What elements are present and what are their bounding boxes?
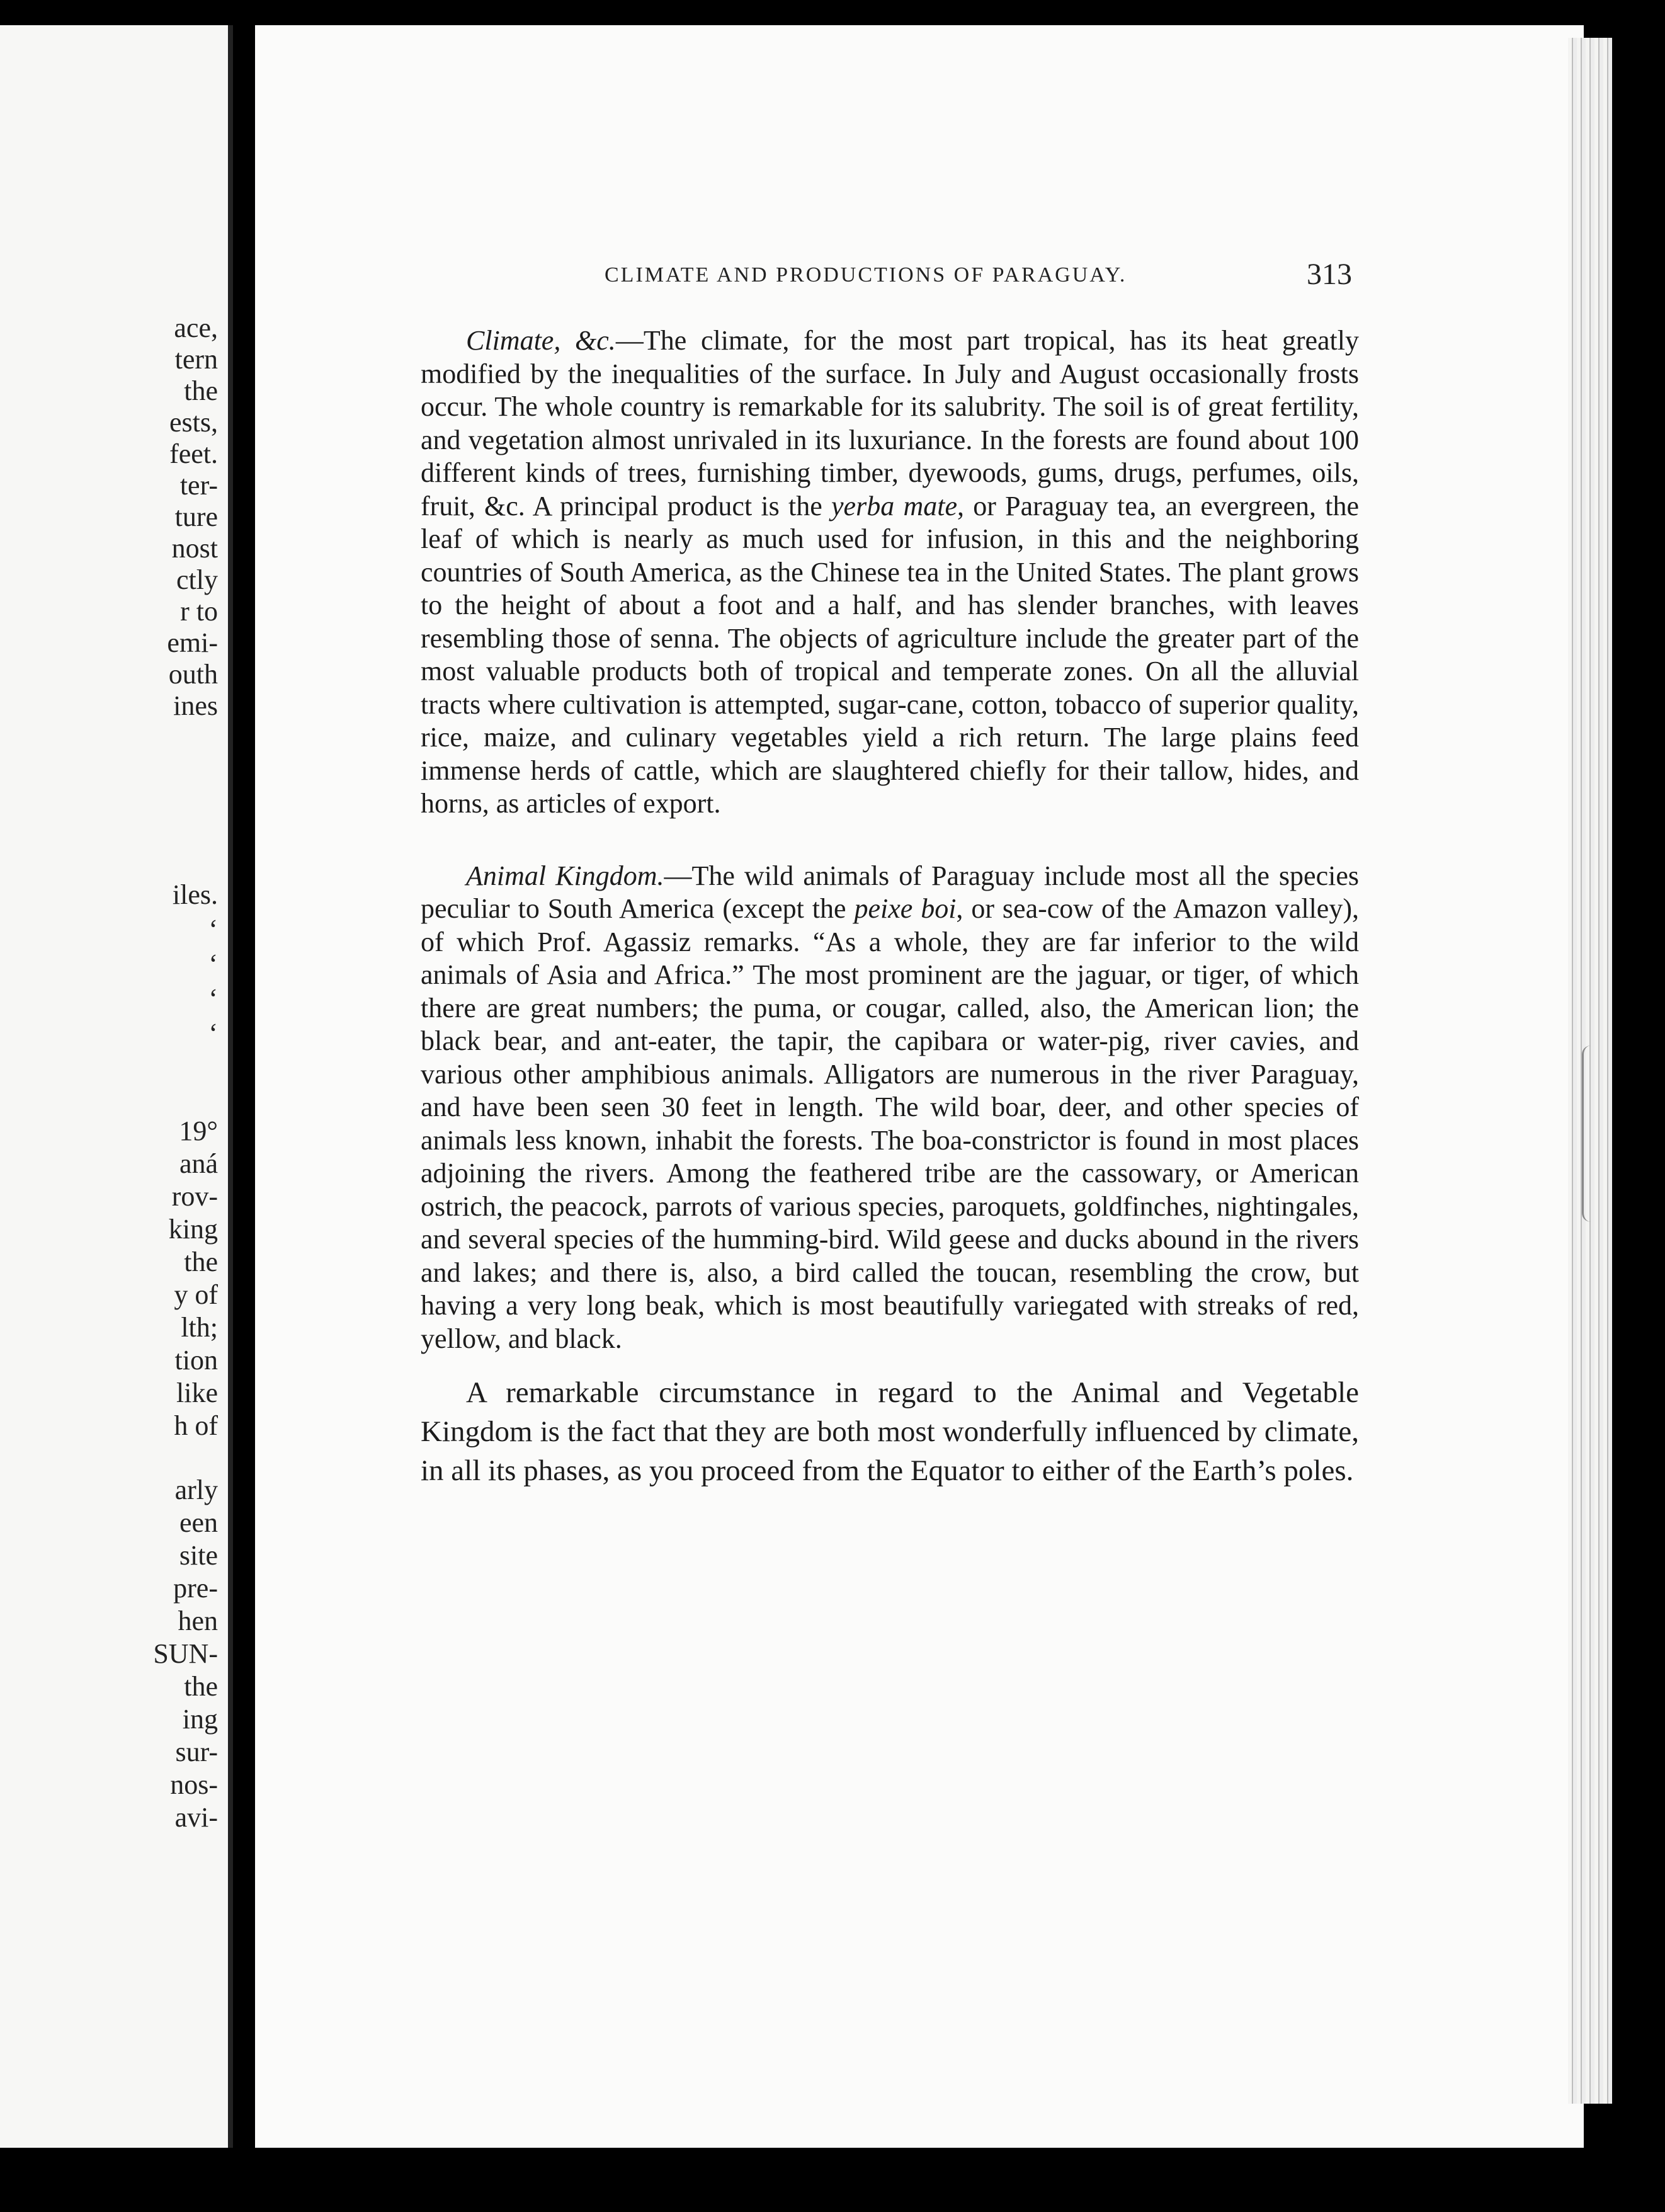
left-page-line-fragment: the (184, 1671, 218, 1702)
term-peixe-boi: peixe boi (854, 893, 957, 924)
gutter-shadow (228, 25, 233, 2148)
left-page-line-fragment: ace, (174, 312, 218, 343)
left-page-line-fragment: h of (174, 1410, 218, 1441)
left-page-line-fragment: avi- (174, 1802, 218, 1833)
left-page-line-fragment: SUN- (153, 1638, 218, 1669)
left-page-line-fragment: site (179, 1540, 218, 1571)
left-page-line-fragment: aná (179, 1148, 218, 1179)
left-page-line-fragment: tion (174, 1345, 218, 1376)
left-page-line-fragment: een (179, 1507, 218, 1538)
running-head: CLIMATE AND PRODUCTIONS OF PARAGUAY. (605, 263, 1127, 287)
section-heading-climate: Climate, &c. (466, 325, 616, 356)
left-page-line-fragment: nost (171, 533, 218, 564)
animal-text-cont: , or sea-cow of the Amazon valley), of which Prof. Agassiz remarks. “As a whole, they are far inferior to the wild animals of Asia and Africa.” The most prominent are the jaguar, or tiger, of which there are great numbers; the puma, or cougar, called, also, the American lion; the black bear, and ant-eater, the tapir, the capibara or water-pig, river cavies, and various other amphibious animals. Alligators are numerous in the river Paraguay, and have been seen 30 feet in length. The wild boar, deer, and other species of animals less known, inhabit the forests. The boa-constrictor is found in most places adjoining the rivers. Among the feathered tribe are the cassowary, or American ostrich, the peacock, parrots of various species, paroquets, goldfinches, nightingales, and several species of the humming-bird. Wild geese and ducks abound in the rivers and lakes; and there is, also, a bird called the toucan, resembling the crow, but having a very long beak, which is most beautifully variegated with streaks of red, yellow, and black. (421, 893, 1359, 1354)
animal-text: —The wild animals of Paraguay include most all the species peculiar to South America (except the (421, 860, 1359, 924)
section-heading-animal-kingdom: Animal Kingdom. (466, 860, 664, 891)
left-page-line-fragment: the (184, 375, 218, 406)
left-page-line-fragment: rov- (171, 1181, 218, 1212)
closing-paragraph: A remarkable circumstance in regard to the Animal and Vegetable Kingdom is the fact that they are both most wonderfully influenced by climate, in all its phases, as you proceed from the Equator to either of the Earth’s poles. (421, 1376, 1359, 1487)
left-page-line-fragment: emi- (167, 627, 218, 658)
previous-page-fragment (0, 25, 233, 2148)
left-page-line-fragment: ‘ (208, 914, 218, 945)
left-page-line-fragment: ctly (176, 564, 218, 595)
left-page-line-fragment: nos- (170, 1769, 218, 1800)
left-page-line-fragment: ture (174, 501, 218, 532)
climate-text: —The climate, for the most part tropical, has its heat greatly modified by the inequalities of the surface. In July and August occasionally frosts occur. The whole country is remarkable for its salubrity. The soil is of great fertility, and vegetation almost unrivaled in its luxuriance. In the forests are found about 100 different kinds of trees, furnishing timber, dyewoods, gums, drugs, perfumes, oils, fruit, &c. A principal product is the (421, 325, 1359, 522)
left-page-line-fragment: like (176, 1377, 218, 1408)
left-page-line-fragment: ‘ (208, 949, 218, 979)
left-page-line-fragment: the (184, 1246, 218, 1277)
left-page-line-fragment: 19° (179, 1115, 218, 1146)
page-body (421, 324, 1359, 1490)
left-page-line-fragment: y of (174, 1279, 218, 1310)
climate-text-cont: , or Paraguay tea, an evergreen, the leaf of which is nearly as much used for infusion, in this and the neighboring countries of South America, as the Chinese tea in the United States. The plant grows to the height of about a foot and a half, and has slender branches, with leaves resembling those of senna. The objects of agriculture include the greater part of the most valuable products both of tropical and temperate zones. On all the alluvial tracts where cultivation is attempted, sugar-cane, cotton, tobacco of superior quality, rice, maize, and culinary vegetables yield a rich return. The large plains feed immense herds of cattle, which are slaughtered chiefly for their tallow, hides, and horns, as articles of export. (421, 490, 1359, 819)
left-page-line-fragment: king (168, 1214, 218, 1245)
paragraph-animal-kingdom (421, 860, 1359, 1356)
left-page-line-fragment: ests, (169, 407, 218, 438)
left-page-line-fragment: ter- (179, 470, 218, 501)
left-page-line-fragment: ‘ (208, 1018, 218, 1049)
left-page-line-fragment: iles. (172, 879, 218, 910)
left-page-line-fragment: feet. (169, 438, 218, 469)
left-page-line-fragment: lth; (181, 1312, 218, 1343)
left-page-line-fragment: outh (168, 659, 218, 690)
page-number: 313 (1307, 258, 1352, 291)
left-page-line-fragment: ‘ (208, 983, 218, 1014)
left-page-line-fragment: ines (173, 690, 218, 721)
left-page-line-fragment: ing (182, 1704, 218, 1735)
left-page-line-fragment: r to (180, 596, 218, 627)
term-yerba-mate: yerba mate (831, 490, 957, 522)
left-page-line-fragment: arly (174, 1474, 218, 1505)
binding-bracket (1582, 1046, 1601, 1222)
left-page-line-fragment: pre- (173, 1573, 218, 1604)
paragraph-climate (421, 324, 1359, 821)
left-page-line-fragment: tern (174, 344, 218, 375)
left-page-line-fragment: hen (178, 1605, 218, 1636)
left-page-line-fragment: sur- (175, 1736, 218, 1767)
